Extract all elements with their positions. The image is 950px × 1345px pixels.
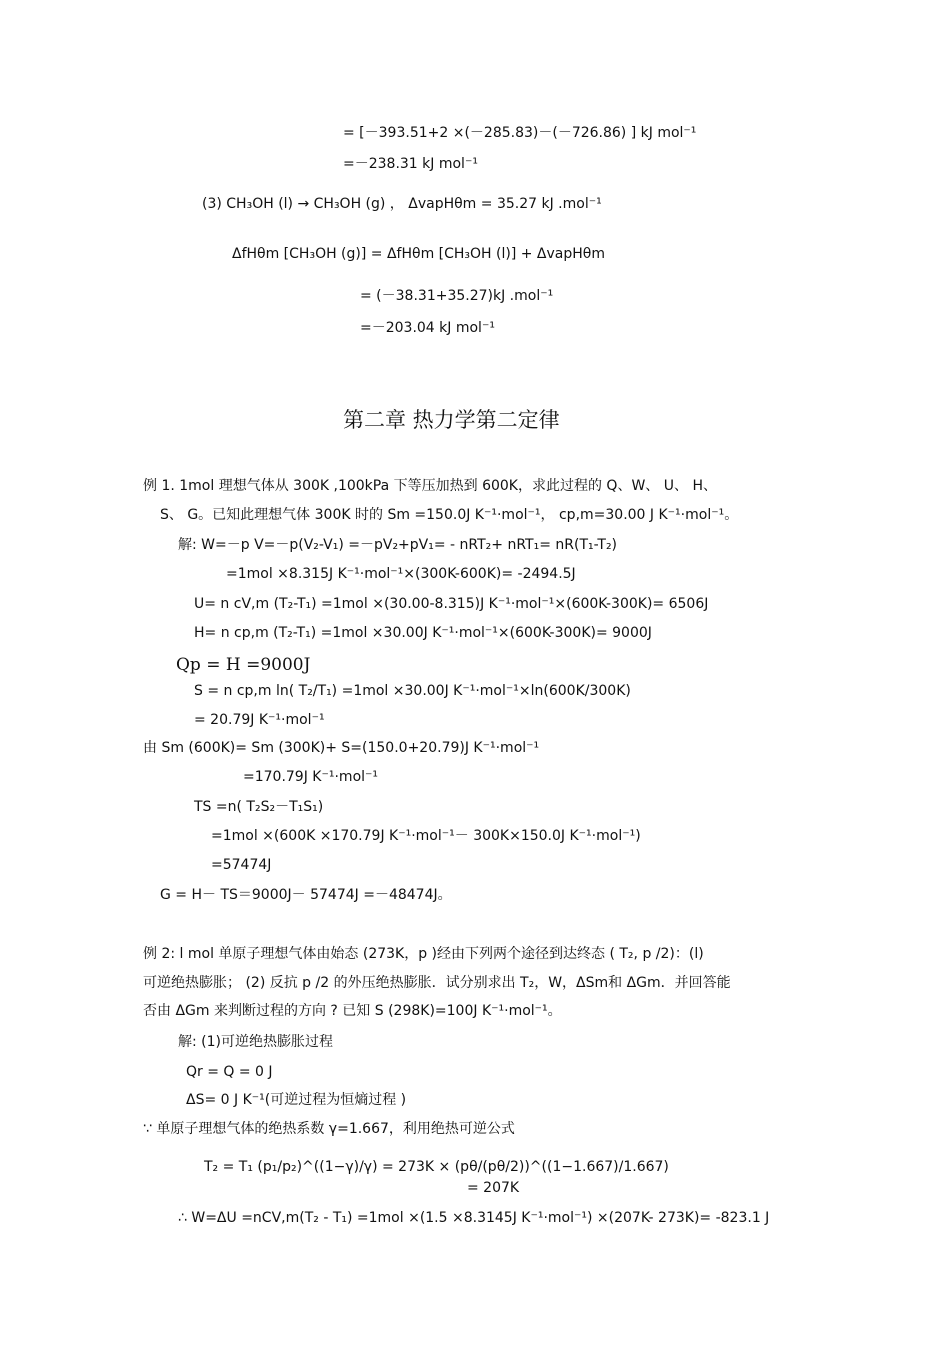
text-line: = [－393.51+2 ×(－285.83)－(－726.86) ] kJ mol⁻¹: [343, 125, 697, 141]
text-line: TS =n( T₂S₂－T₁S₁): [194, 799, 324, 815]
text-line: =170.79J K⁻¹·mol⁻¹: [243, 769, 379, 785]
text-line: = 207K: [467, 1180, 520, 1196]
text-line: =1mol ×8.315J K⁻¹·mol⁻¹×(300K-600K)= -2494.5J: [226, 566, 576, 582]
text-line: (3) CH₃OH (l) → CH₃OH (g) ， ΔvapHθm = 35.27 kJ .mol⁻¹: [202, 196, 602, 212]
text-line: T₂ = T₁ (p₁/p₂)^((1−γ)/γ) = 273K × (pθ/(pθ/2))^((1−1.667)/1.667): [204, 1159, 669, 1175]
text-line: =1mol ×(600K ×170.79J K⁻¹·mol⁻¹－ 300K×150.0J K⁻¹·mol⁻¹): [211, 828, 641, 844]
chapter-title: 第二章 热力学第二定律: [343, 408, 560, 432]
text-line: Qp = H =9000J: [176, 655, 311, 675]
text-line: = (－38.31+35.27)kJ .mol⁻¹: [360, 288, 554, 304]
text-line: ΔfHθm [CH₃OH (g)] = ΔfHθm [CH₃OH (l)] + ΔvapHθm: [232, 246, 605, 262]
text-line: 例 1. 1mol 理想气体从 300K ,100kPa 下等压加热到 600K，求此过程的 Q、W、 U、 H、: [143, 478, 717, 494]
text-line: 由 Sm (600K)= Sm (300K)+ S=(150.0+20.79)J K⁻¹·mol⁻¹: [143, 740, 540, 756]
text-line: =57474J: [211, 857, 272, 873]
text-line: G = H－ TS＝9000J－ 57474J =－48474J。: [160, 887, 452, 903]
text-line: =－238.31 kJ mol⁻¹: [343, 156, 478, 172]
text-line: 解: W=－p V=－p(V₂-V₁) =－pV₂+pV₁= - nRT₂+ nRT₁= nR(T₁-T₂): [178, 537, 618, 553]
text-line: 可逆绝热膨胀； (2) 反抗 p /2 的外压绝热膨胀．试分别求出 T₂，W，ΔSm和 ΔGm．并回答能: [143, 975, 731, 991]
text-line: ∴ W=ΔU =nCV,m(T₂ - T₁) =1mol ×(1.5 ×8.3145J K⁻¹·mol⁻¹) ×(207K- 273K)= -823.1 J: [178, 1210, 770, 1226]
text-line: Qr = Q = 0 J: [186, 1064, 273, 1080]
text-line: S、 G。已知此理想气体 300K 时的 Sm =150.0J K⁻¹·mol⁻¹， cp,m=30.00 J K⁻¹·mol⁻¹。: [160, 507, 739, 523]
text-line: =－203.04 kJ mol⁻¹: [360, 320, 495, 336]
text-line: ΔS= 0 J K⁻¹(可逆过程为恒熵过程 ): [186, 1092, 407, 1108]
text-line: ∵ 单原子理想气体的绝热系数 γ=1.667，利用绝热可逆公式: [143, 1121, 515, 1137]
text-line: U= n cV,m (T₂-T₁) =1mol ×(30.00-8.315)J K⁻¹·mol⁻¹×(600K-300K)= 6506J: [194, 596, 709, 612]
text-line: H= n cp,m (T₂-T₁) =1mol ×30.00J K⁻¹·mol⁻¹×(600K-300K)= 9000J: [194, 625, 652, 641]
text-line: S = n cp,m ln( T₂/T₁) =1mol ×30.00J K⁻¹·mol⁻¹×ln(600K/300K): [194, 683, 631, 699]
text-line: = 20.79J K⁻¹·mol⁻¹: [194, 712, 325, 728]
text-line: 否由 ΔGm 来判断过程的方向 ? 已知 S (298K)=100J K⁻¹·mol⁻¹。: [143, 1003, 562, 1019]
text-line: 例 2: l mol 单原子理想气体由始态 (273K，p )经由下列两个途径到达终态 ( T₂, p /2)：(l): [143, 946, 704, 962]
text-line: 解: (1)可逆绝热膨胀过程: [178, 1034, 333, 1050]
